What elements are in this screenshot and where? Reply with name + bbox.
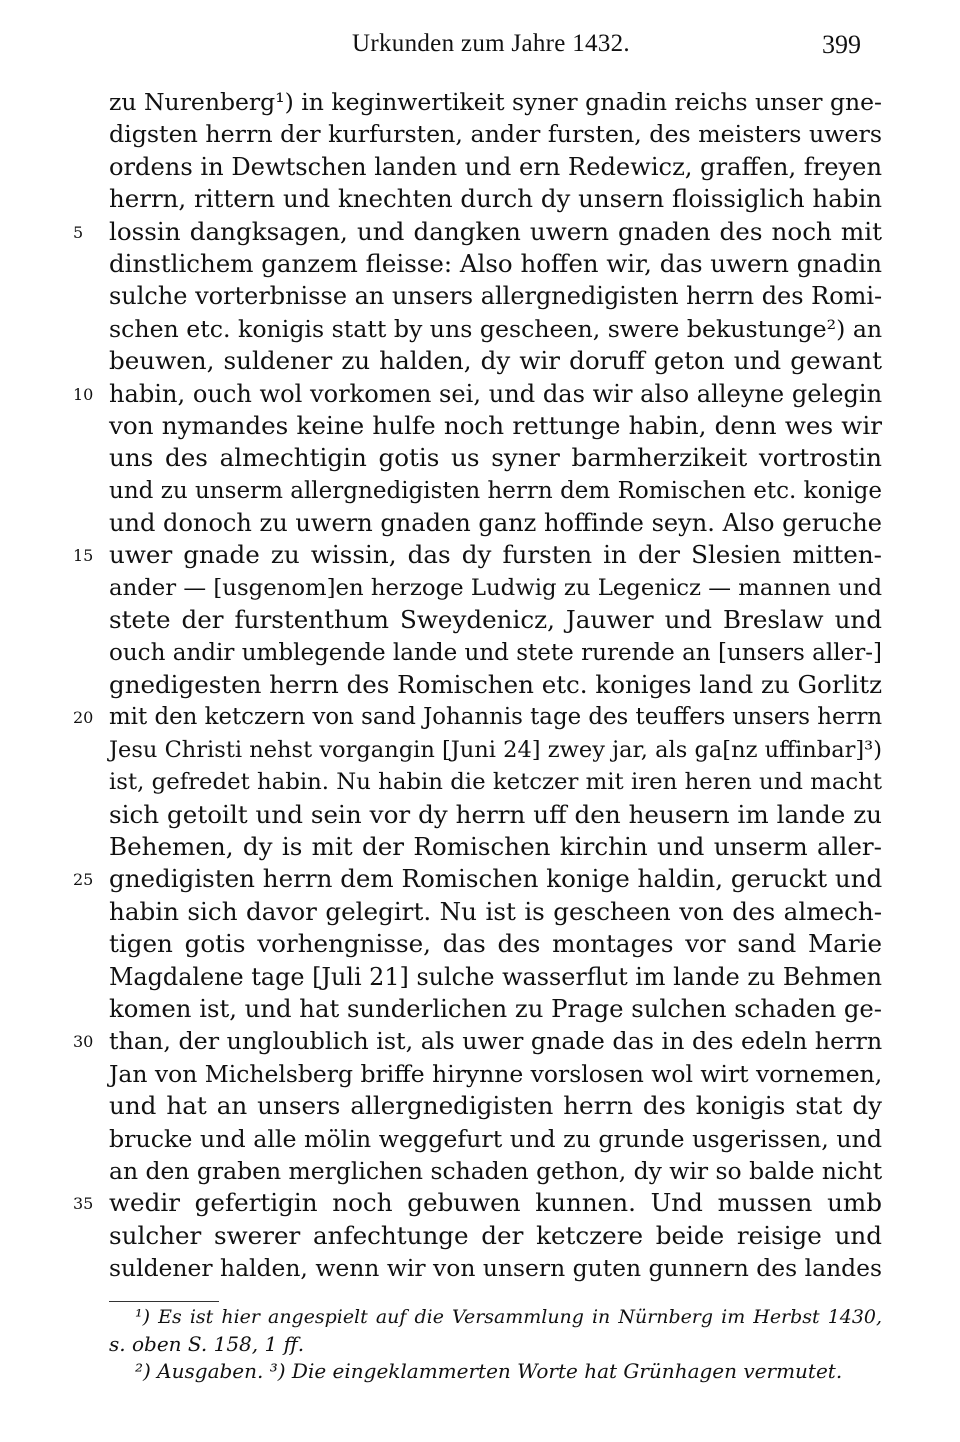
line-text: wedir gefertigin noch gebuwen kunnen. Und mussen umb	[109, 1188, 882, 1218]
line-text: von nymandes keine hulfe noch rettunge habin, denn wes wir	[109, 410, 882, 440]
text-line	[73, 216, 882, 248]
text-line	[73, 701, 883, 733]
text-line	[109, 280, 882, 312]
text-line	[109, 572, 882, 604]
text-line	[109, 248, 882, 280]
line-text: und donoch zu uwern gnaden ganz hoffinde seyn. Also geruche	[109, 509, 882, 538]
running-head: Urkunden zum Jahre 1432.	[352, 30, 630, 57]
text-line	[73, 1025, 883, 1057]
text-line	[109, 734, 882, 766]
text-line	[109, 961, 882, 993]
line-text: Magdalene tage [Juli 21] sulche wasserflut im lande zu Behmen	[109, 962, 882, 991]
line-text: herrn, rittern und knechten durch dy unsern floissiglich habin	[109, 184, 883, 214]
line-text: ander — [usgenom]en herzoge Ludwig zu Legenicz — mannen und	[109, 574, 883, 601]
line-text: habin, ouch wol vorkomen sei, und das wir also alleyne gelegin	[109, 379, 883, 408]
line-text: an den graben merglichen schaden gethon, dy wir so balde nicht	[109, 1156, 883, 1185]
line-text: uns des almechtigin gotis us syner barmherzikeit vortrostin	[109, 443, 882, 473]
text-line	[109, 604, 882, 636]
text-line	[109, 151, 882, 183]
footnote-rule	[109, 1301, 219, 1302]
line-number: 35	[73, 1194, 94, 1214]
text-line	[109, 831, 882, 863]
text-line	[109, 475, 882, 507]
text-line	[109, 313, 882, 345]
footnote-1-line-2: s. oben S. 158, 1 ff.	[109, 1332, 305, 1356]
line-text: lossin dangksagen, und dangken uwern gnaden des noch mit	[109, 216, 882, 246]
line-text: stete der furstenthum Sweydenicz, Jauwer und Breslaw und	[109, 605, 882, 635]
line-text: sich getoilt und sein vor dy herrn uff den heusern im lande zu	[109, 799, 882, 829]
line-number: 20	[73, 708, 94, 728]
line-text: Jesu Christi nehst vorgangin [Juni 24] zwey jar, als ga[nz uffinbar]³)	[109, 736, 882, 763]
line-text: Behemen, dy is mit der Romischen kirchin und unserm aller-	[109, 831, 882, 861]
text-line	[109, 766, 882, 798]
line-text: habin sich davor gelegirt. Nu ist is gescheen von des almech-	[109, 896, 882, 926]
line-text: beuwen, suldener zu halden, dy wir doruff geton und gewant	[109, 346, 882, 376]
footnote-1-line-1: ¹) Es ist hier angespielt auf die Versammlung in Nürnberg im Herbst 1430,	[135, 1306, 882, 1328]
footnote-2-3: ²) Ausgaben. ³) Die eingeklammerten Worte hat Grünhagen vermutet.	[135, 1359, 843, 1383]
text-line	[109, 1090, 882, 1122]
line-text: tigen gotis vorhengnisse, das des montages vor sand Marie	[109, 929, 882, 959]
line-text: und hat an unsers allergnedigisten herrn des konigis stat dy	[109, 1091, 882, 1121]
text-line	[109, 993, 882, 1025]
line-number: 15	[73, 546, 94, 566]
text-line	[109, 1123, 882, 1155]
text-line	[109, 1058, 882, 1090]
line-text: zu Nurenberg¹) in keginwertikeit syner gnadin reichs unser gne-	[109, 88, 882, 116]
text-line	[109, 118, 882, 150]
line-number: 10	[73, 384, 94, 404]
line-text: uwer gnade zu wissin, das dy fursten in der Slesien mitten-	[109, 540, 882, 570]
text-line	[109, 1155, 882, 1187]
text-line	[109, 86, 882, 118]
line-text: ordens in Dewtschen landen und ern Redewicz, graffen, freyen	[109, 152, 882, 181]
line-text: sulche vorterbnisse an unsers allergnedigisten herrn des Romi-	[109, 282, 883, 311]
line-number: 5	[73, 222, 84, 242]
text-line	[109, 442, 882, 474]
text-line	[73, 378, 883, 410]
line-text: suldener halden, wenn wir von unsern guten gunnern des landes	[109, 1254, 882, 1283]
page-header	[0, 30, 960, 74]
text-line	[109, 669, 882, 701]
line-text: gnedigisten herrn dem Romischen konige haldin, geruckt und	[109, 864, 883, 894]
page-number: 399	[822, 30, 861, 59]
text-line	[109, 1252, 882, 1284]
line-number: 25	[73, 870, 94, 890]
footnotes	[109, 1304, 882, 1385]
line-text: ist, gefredet habin. Nu habin die ketczer mit iren heren und macht	[109, 769, 882, 796]
line-text: komen ist, und hat sunderlichen zu Prage sulchen schaden ge-	[109, 993, 882, 1023]
line-text: than, der ungloublich ist, als uwer gnade das in des edeln herrn	[109, 1027, 883, 1056]
line-text: und zu unserm allergnedigisten herrn dem Romischen etc. konige	[109, 477, 882, 504]
text-line	[109, 507, 882, 539]
line-text: digsten herrn der kurfursten, ander fursten, des meisters uwers	[109, 120, 882, 149]
line-text: gnedigesten herrn des Romischen etc. koniges land zu Gorlitz	[109, 670, 882, 700]
text-line	[109, 410, 882, 442]
text-line	[109, 896, 882, 928]
text-line	[73, 1187, 882, 1219]
line-text: Jan von Michelsberg briffe hirynne vorslosen wol wirt vornemen,	[109, 1059, 883, 1088]
text-line	[73, 539, 882, 571]
text-line	[109, 799, 882, 831]
text-line	[73, 863, 883, 895]
text-line	[109, 637, 882, 669]
text-line	[109, 1220, 882, 1252]
text-line	[109, 345, 882, 377]
text-line	[109, 928, 882, 960]
line-number: 30	[73, 1032, 94, 1052]
line-text: mit den ketczern von sand Johannis tage des teuffers unsers herrn	[109, 704, 883, 731]
line-text: schen etc. konigis statt by uns gescheen, swere bekustunge²) an	[109, 314, 883, 343]
line-text: dinstlichem ganzem fleisse: Also hoffen wir, das uwern gnadin	[109, 248, 882, 278]
line-text: ouch andir umblegende lande und stete rurende an [unsers aller-]	[109, 639, 882, 666]
text-line	[109, 183, 882, 215]
line-text: sulcher swerer anfechtunge der ketczere beide reisige und	[109, 1220, 882, 1250]
body-text	[73, 86, 883, 1284]
line-text: brucke und alle mölin weggefurt und zu grunde usgerissen, und	[109, 1124, 882, 1153]
